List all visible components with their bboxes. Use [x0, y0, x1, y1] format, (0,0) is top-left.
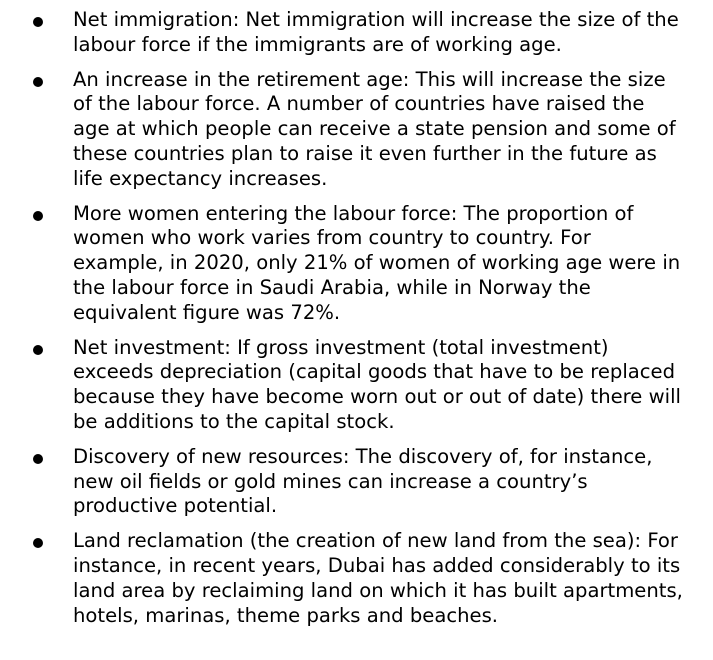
- bullet-icon: [33, 17, 43, 27]
- bullet-icon: [33, 538, 43, 548]
- list-item: [0, 445, 713, 519]
- list-item: [0, 68, 713, 192]
- list-item-text: Net investment: If gross investment (total investment) exceeds depreciation (capital goods that have to be replaced because they have become worn out or out of date) there will be additions to the capital stock.: [73, 335, 681, 433]
- list-item: [0, 202, 713, 326]
- list-item-text: Discovery of new resources: The discovery of, for instance, new oil fields or gold mines can increase a country’s productive potential.: [73, 444, 653, 518]
- list-item-text: Land reclamation (the creation of new land from the sea): For instance, in recent years, Dubai has added considerably to its land area by reclaiming land on which it has built apartments, hotels, marinas, theme parks and beaches.: [73, 529, 683, 627]
- list-item: [0, 8, 713, 58]
- bullet-icon: [33, 211, 43, 221]
- list-item-text: Net immigration: Net immigration will increase the size of the labour force if the immigrants are of working age.: [73, 8, 679, 56]
- bullet-icon: [33, 77, 43, 87]
- bullet-icon: [33, 454, 43, 464]
- list-item: [0, 336, 713, 435]
- bullet-list: [0, 8, 713, 638]
- bullet-icon: [33, 345, 43, 355]
- list-item-text: More women entering the labour force: The proportion of women who work varies from country to country. For example, in 2020, only 21% of women of working age were in the labour force in Saudi Arabia, while in Norway the equivalent figure was 72%.: [73, 201, 681, 324]
- list-item: [0, 529, 713, 628]
- list-item-text: An increase in the retirement age: This will increase the size of the labour force. A number of countries have raised the age at which people can receive a state pension and some of these countries plan to raise it even further in the future as life expectancy increases.: [73, 67, 676, 190]
